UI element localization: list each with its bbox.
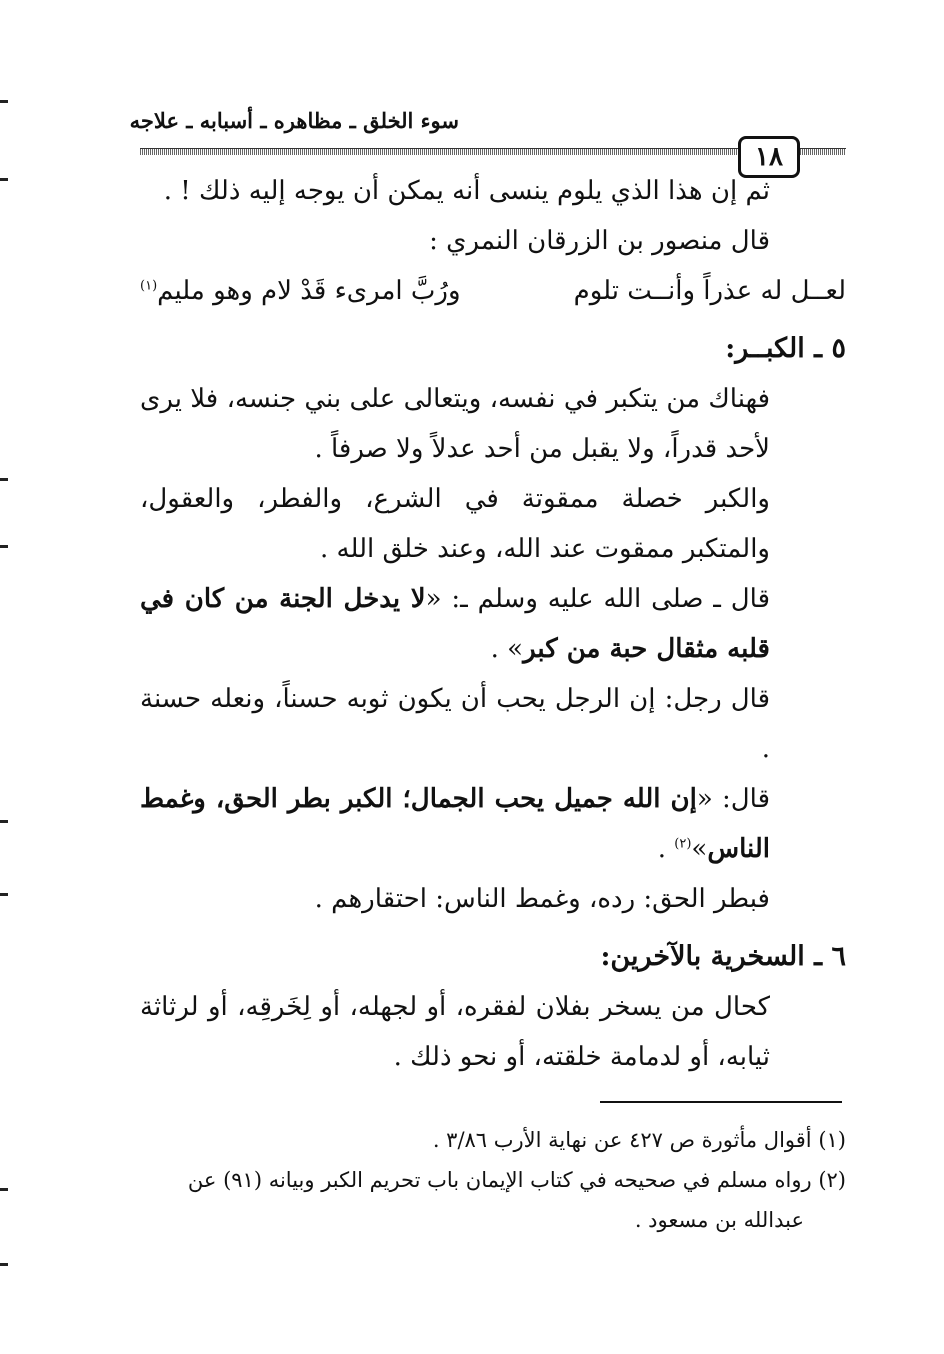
section-heading: ٥ ـ الكبــر: xyxy=(725,333,846,364)
paragraph: قال رجل: إن الرجل يحب أن يكون ثوبه حسناً، ونعله حسنة . xyxy=(140,684,770,764)
margin-mark xyxy=(0,893,8,896)
footnote-2-continued: عبدالله بن مسعود . xyxy=(634,1208,804,1232)
section-heading: ٦ ـ السخرية بالآخرين: xyxy=(600,941,846,972)
hadith-close: » xyxy=(691,834,708,864)
footnote-number: (٢) xyxy=(818,1168,846,1192)
main-text xyxy=(140,166,846,1082)
verse-second-hemistich-wrap xyxy=(140,266,461,316)
paragraph: ثم إن هذا الذي يلوم ينسى أنه يمكن أن يوجه إليه ذلك ! . xyxy=(163,176,770,206)
margin-mark xyxy=(0,545,8,548)
footnote-text: أقوال مأثورة ص ٤٢٧ عن نهاية الأرب ٣/٨٦ . xyxy=(432,1128,812,1152)
margin-mark xyxy=(0,100,8,103)
margin-mark xyxy=(0,820,8,823)
hadith-end: » . xyxy=(490,634,524,664)
footnote-separator xyxy=(600,1101,842,1103)
margin-mark xyxy=(0,1188,8,1191)
margin-mark xyxy=(0,478,8,481)
page-number: ١٨ xyxy=(738,136,800,178)
footnote-1 xyxy=(140,1120,846,1160)
hadith-intro: قال: « xyxy=(696,784,770,814)
paragraph: فبطر الحق: رده، وغمط الناس: احتقارهم . xyxy=(314,884,770,914)
poem-verse xyxy=(140,266,846,316)
margin-mark xyxy=(0,1263,8,1266)
paragraph: فهناك من يتكبر في نفسه، ويتعالى على بني جنسه، فلا يرى لأحد قدراً، ولا يقبل من أحد عدلاً ولا صرفاً . xyxy=(140,384,770,464)
hadith-intro: قال ـ صلى الله عليه وسلم ـ: « xyxy=(425,584,770,614)
footnote-text: رواه مسلم في صحيحه في كتاب الإيمان باب تحريم الكبر وبيانه (٩١) عن xyxy=(187,1168,812,1192)
verse-second-hemistich: ورُبَّ امرىء قَدْ لام وهو مليم xyxy=(157,276,461,306)
running-title: سوء الخلق ـ مظاهره ـ أسبابه ـ علاجه xyxy=(129,108,459,133)
footnotes xyxy=(140,1120,846,1240)
verse-first-hemistich: لعــل له عذراً وأنــت تلوم xyxy=(573,276,846,306)
hadith-text: إن الله جميل يحب الجمال؛ الكبر بطر الحق، وغمط الناس xyxy=(140,784,770,864)
paragraph: والكبر خصلة ممقوتة في الشرع، والفطر، والعقول، والمتكبر ممقوت عند الله، وعند خلق الله . xyxy=(140,484,770,564)
footnote-ref: (٢) xyxy=(674,836,692,852)
margin-mark xyxy=(0,178,8,181)
paragraph: كحال من يسخر بفلان لفقره، أو لجهله، أو لِخَرقِه، أو لرثاثة ثيابه، أو لدمامة خلقته، أو نحو ذلك . xyxy=(140,992,770,1072)
paragraph: قال منصور بن الزرقان النمري : xyxy=(429,226,770,256)
footnote-ref: (١) xyxy=(140,278,158,294)
footnote-number: (١) xyxy=(818,1128,846,1152)
hadith-end: . xyxy=(657,834,675,864)
paragraph xyxy=(140,774,846,874)
footnote-2 xyxy=(140,1160,846,1200)
paragraph xyxy=(140,574,846,674)
hadith-text: لا يدخل الجنة من كان في قلبه مثقال حبة من كبر xyxy=(140,584,770,664)
